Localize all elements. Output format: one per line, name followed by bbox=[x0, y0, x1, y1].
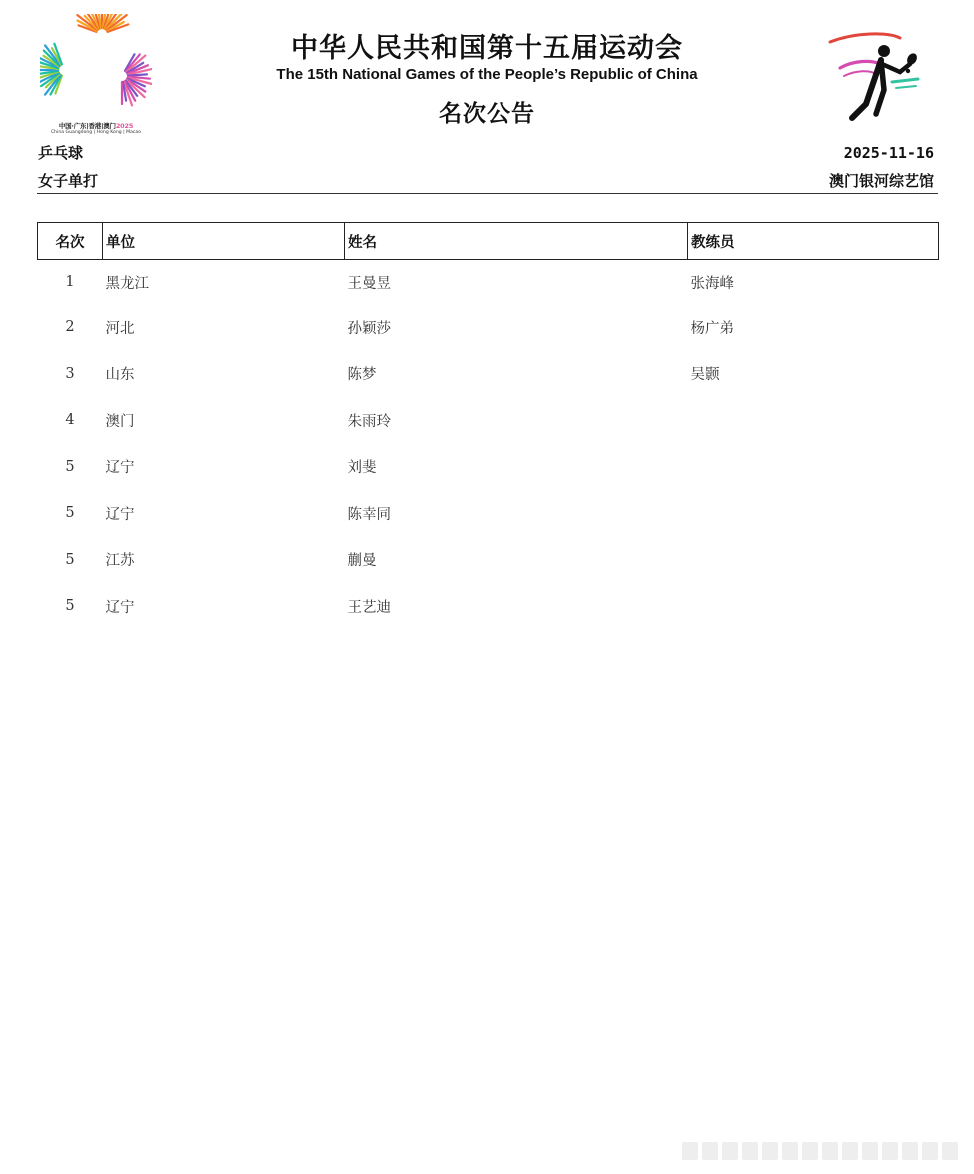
cell-coach bbox=[688, 490, 939, 537]
cell-athlete: 王曼昱 bbox=[347, 275, 391, 292]
cell-coach: 张海峰 bbox=[690, 275, 734, 292]
table-tennis-icon bbox=[826, 28, 932, 124]
header-divider bbox=[37, 193, 938, 194]
cell-coach: 杨广弟 bbox=[690, 320, 734, 337]
cell-unit: 澳门 bbox=[105, 413, 135, 430]
cell-athlete: 陈梦 bbox=[347, 367, 377, 384]
col-header-unit: 单位 bbox=[103, 223, 345, 260]
cell-rank: 2 bbox=[65, 319, 75, 336]
cell-rank: 1 bbox=[65, 274, 75, 290]
event-name: 女子单打 bbox=[38, 172, 99, 190]
cell-rank: 5 bbox=[65, 551, 75, 568]
cell-coach bbox=[688, 537, 939, 584]
games-title-cn: 中华人民共和国第十五届运动会 bbox=[291, 33, 683, 64]
results-table bbox=[37, 222, 939, 630]
cell-coach bbox=[688, 397, 939, 444]
cell-coach bbox=[688, 444, 939, 491]
cell-rank: 3 bbox=[65, 365, 75, 382]
table-row bbox=[38, 490, 939, 537]
games-title-en: The 15th National Games of the People’s Republic of China bbox=[276, 66, 698, 83]
cell-unit: 辽宁 bbox=[105, 599, 135, 616]
col-header-rank: 名次 bbox=[38, 223, 103, 260]
venue-name: 澳门银河综艺馆 bbox=[828, 172, 934, 190]
cell-unit: 黑龙江 bbox=[105, 275, 149, 292]
cell-athlete: 蒯曼 bbox=[347, 553, 377, 570]
cell-unit: 山东 bbox=[105, 367, 135, 384]
col-header-name: 姓名 bbox=[345, 223, 688, 260]
cell-rank: 5 bbox=[65, 505, 75, 522]
cell-athlete: 刘斐 bbox=[347, 460, 377, 477]
logo-en-text: China Guangdong | Hong Kong | Macao bbox=[50, 130, 142, 135]
col-header-coach: 教练员 bbox=[688, 223, 939, 260]
cell-coach bbox=[688, 583, 939, 630]
cell-athlete: 朱雨玲 bbox=[347, 413, 391, 430]
sport-name: 乒乓球 bbox=[38, 144, 84, 162]
table-row bbox=[38, 260, 939, 305]
cell-athlete: 孙颖莎 bbox=[347, 320, 391, 337]
cell-unit: 辽宁 bbox=[105, 506, 135, 523]
table-row bbox=[38, 304, 939, 351]
table-header-row bbox=[38, 223, 939, 260]
cell-coach: 吴颢 bbox=[690, 367, 720, 384]
table-row bbox=[38, 397, 939, 444]
cell-rank: 4 bbox=[65, 412, 75, 429]
cell-unit: 河北 bbox=[105, 320, 135, 337]
cell-rank: 5 bbox=[65, 598, 75, 615]
cell-unit: 辽宁 bbox=[105, 460, 135, 477]
cell-unit: 江苏 bbox=[105, 553, 135, 570]
table-row bbox=[38, 444, 939, 491]
event-date: 2025-11-16 bbox=[843, 144, 934, 162]
table-row bbox=[38, 351, 939, 398]
table-row bbox=[38, 583, 939, 630]
table-row bbox=[38, 537, 939, 584]
watermark-icon bbox=[676, 1136, 966, 1166]
cell-rank: 5 bbox=[65, 458, 75, 475]
cell-athlete: 王艺迪 bbox=[347, 599, 391, 616]
logo-cn-text: 中国·广东|香港|澳门2025 bbox=[58, 122, 134, 130]
cell-athlete: 陈幸同 bbox=[347, 506, 391, 523]
notice-title: 名次公告 bbox=[439, 101, 535, 127]
